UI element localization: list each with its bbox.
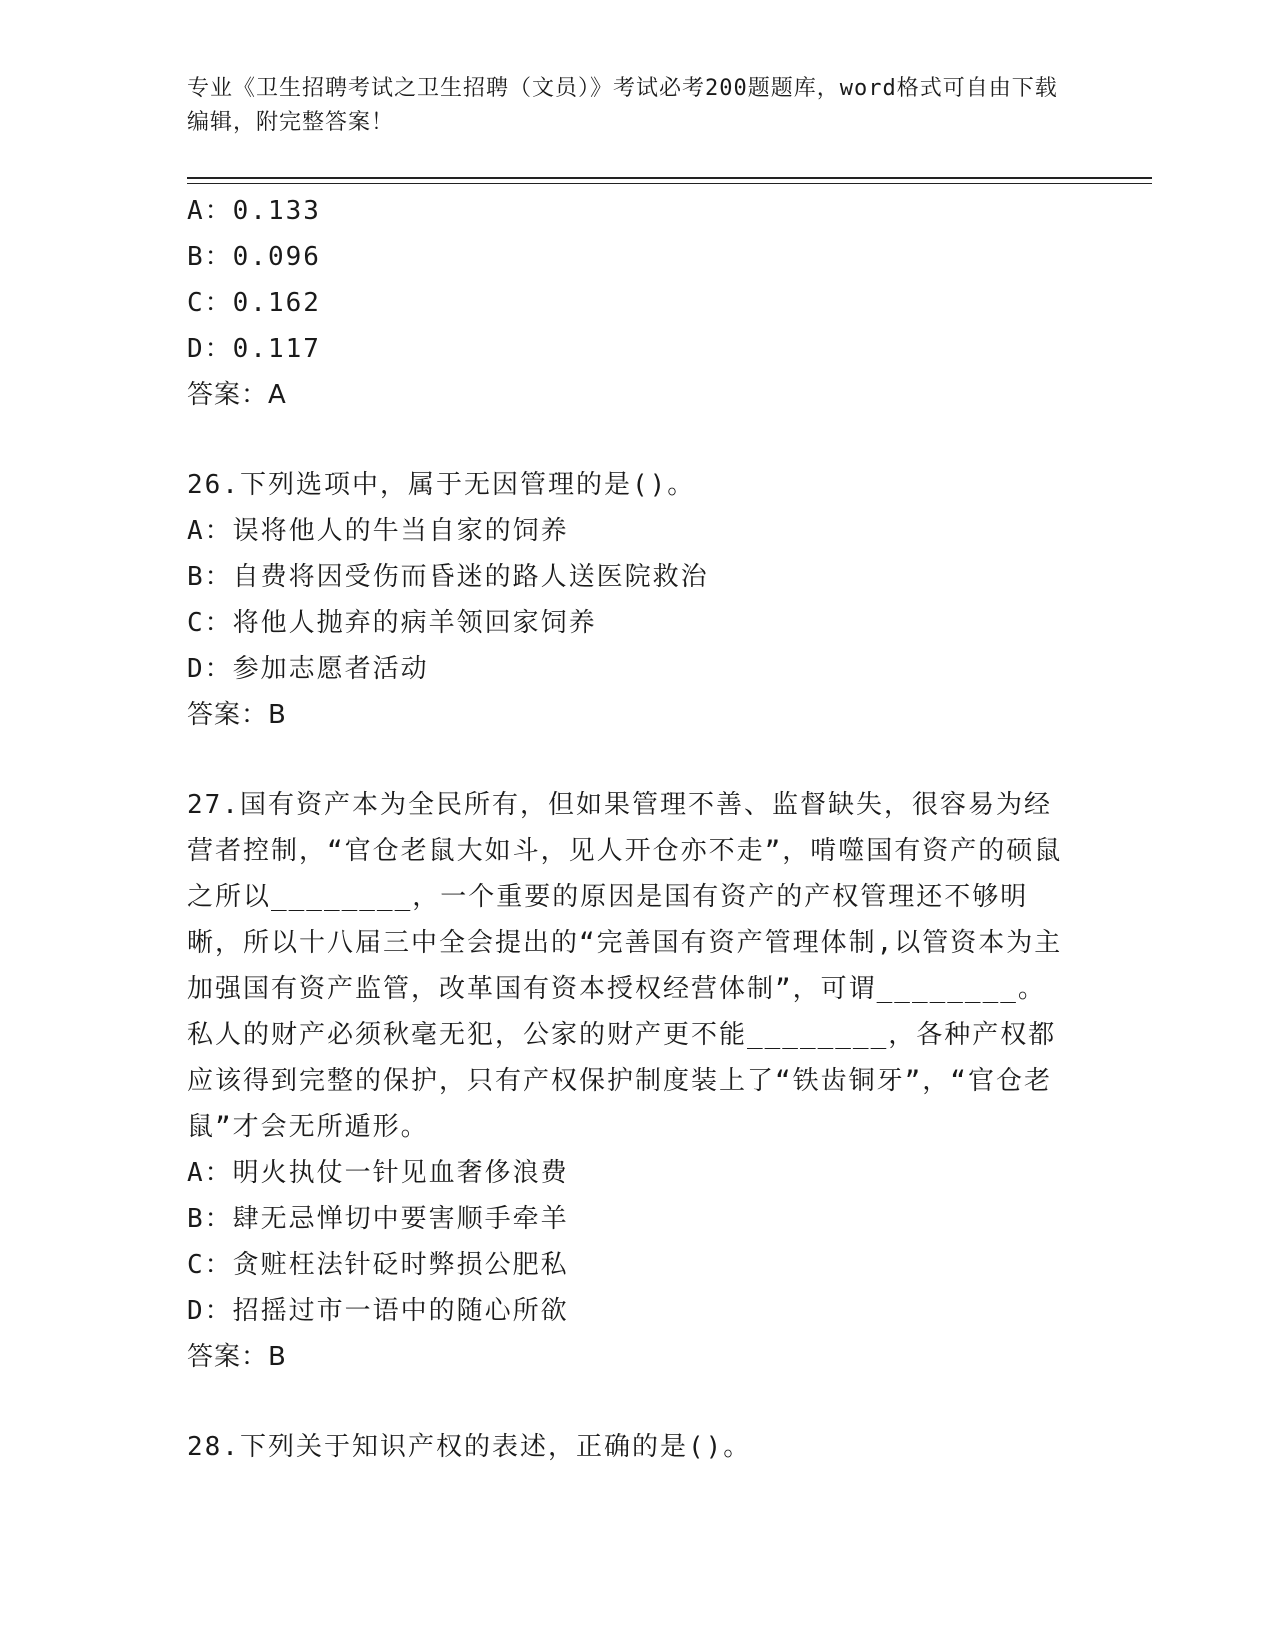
option-d: D：0.117: [187, 334, 321, 364]
option-d: D：招摇过市一语中的随心所欲: [187, 1296, 569, 1326]
option-b: B：自费将因受伤而昏迷的路人送医院救治: [187, 562, 709, 592]
answer-text: 答案：A: [187, 380, 287, 410]
document-header: [187, 72, 1067, 140]
document-body: [187, 188, 1067, 1470]
question-text: 27.国有资产本为全民所有，但如果管理不善、监督缺失，很容易为经营者控制，“官仓老鼠大如斗，见人开仓亦不走”，啃噬国有资产的硕鼠之所以________，一个重要的原因是国有资产的产权管理还不够明晰，所以十八届三中全会提出的“完善国有资产管理体制,以管资本为主加强国有资产监管，改革国有资本授权经营体制”，可谓________。私人的财产必须秋毫无犯，公家的财产更不能________，各种产权都应该得到完整的保护，只有产权保护制度装上了“铁齿铜牙”，“官仓老鼠”才会无所遁形。: [187, 790, 1063, 1142]
option-c: C：贪赃枉法针砭时弊损公肥私: [187, 1250, 569, 1280]
question-text: 26.下列选项中，属于无因管理的是()。: [187, 470, 696, 500]
answer-text: 答案：B: [187, 1342, 287, 1372]
header-text: 专业《卫生招聘考试之卫生招聘（文员）》考试必考200题题库，word格式可自由下载编辑，附完整答案！: [187, 76, 1058, 135]
option-d: D：参加志愿者活动: [187, 654, 429, 684]
answer-text: 答案：B: [187, 700, 287, 730]
question-26: [187, 462, 1067, 738]
question-27: [187, 782, 1067, 1380]
question-text: 28.下列关于知识产权的表述，正确的是()。: [187, 1432, 752, 1462]
option-c: C：将他人抛弃的病羊领回家饲养: [187, 608, 597, 638]
option-c: C：0.162: [187, 288, 321, 318]
header-divider-thin: [187, 183, 1152, 184]
header-divider-thick: [187, 177, 1152, 179]
option-b: B：肆无忌惮切中要害顺手牵羊: [187, 1204, 569, 1234]
option-b: B：0.096: [187, 242, 321, 272]
spacer: [187, 738, 1067, 782]
option-a: A：误将他人的牛当自家的饲养: [187, 516, 569, 546]
option-a: A：0.133: [187, 196, 321, 226]
spacer: [187, 418, 1067, 462]
option-a: A：明火执仗一针见血奢侈浪费: [187, 1158, 569, 1188]
question-28: [187, 1424, 1067, 1470]
spacer: [187, 1380, 1067, 1424]
question-25: [187, 188, 1067, 418]
